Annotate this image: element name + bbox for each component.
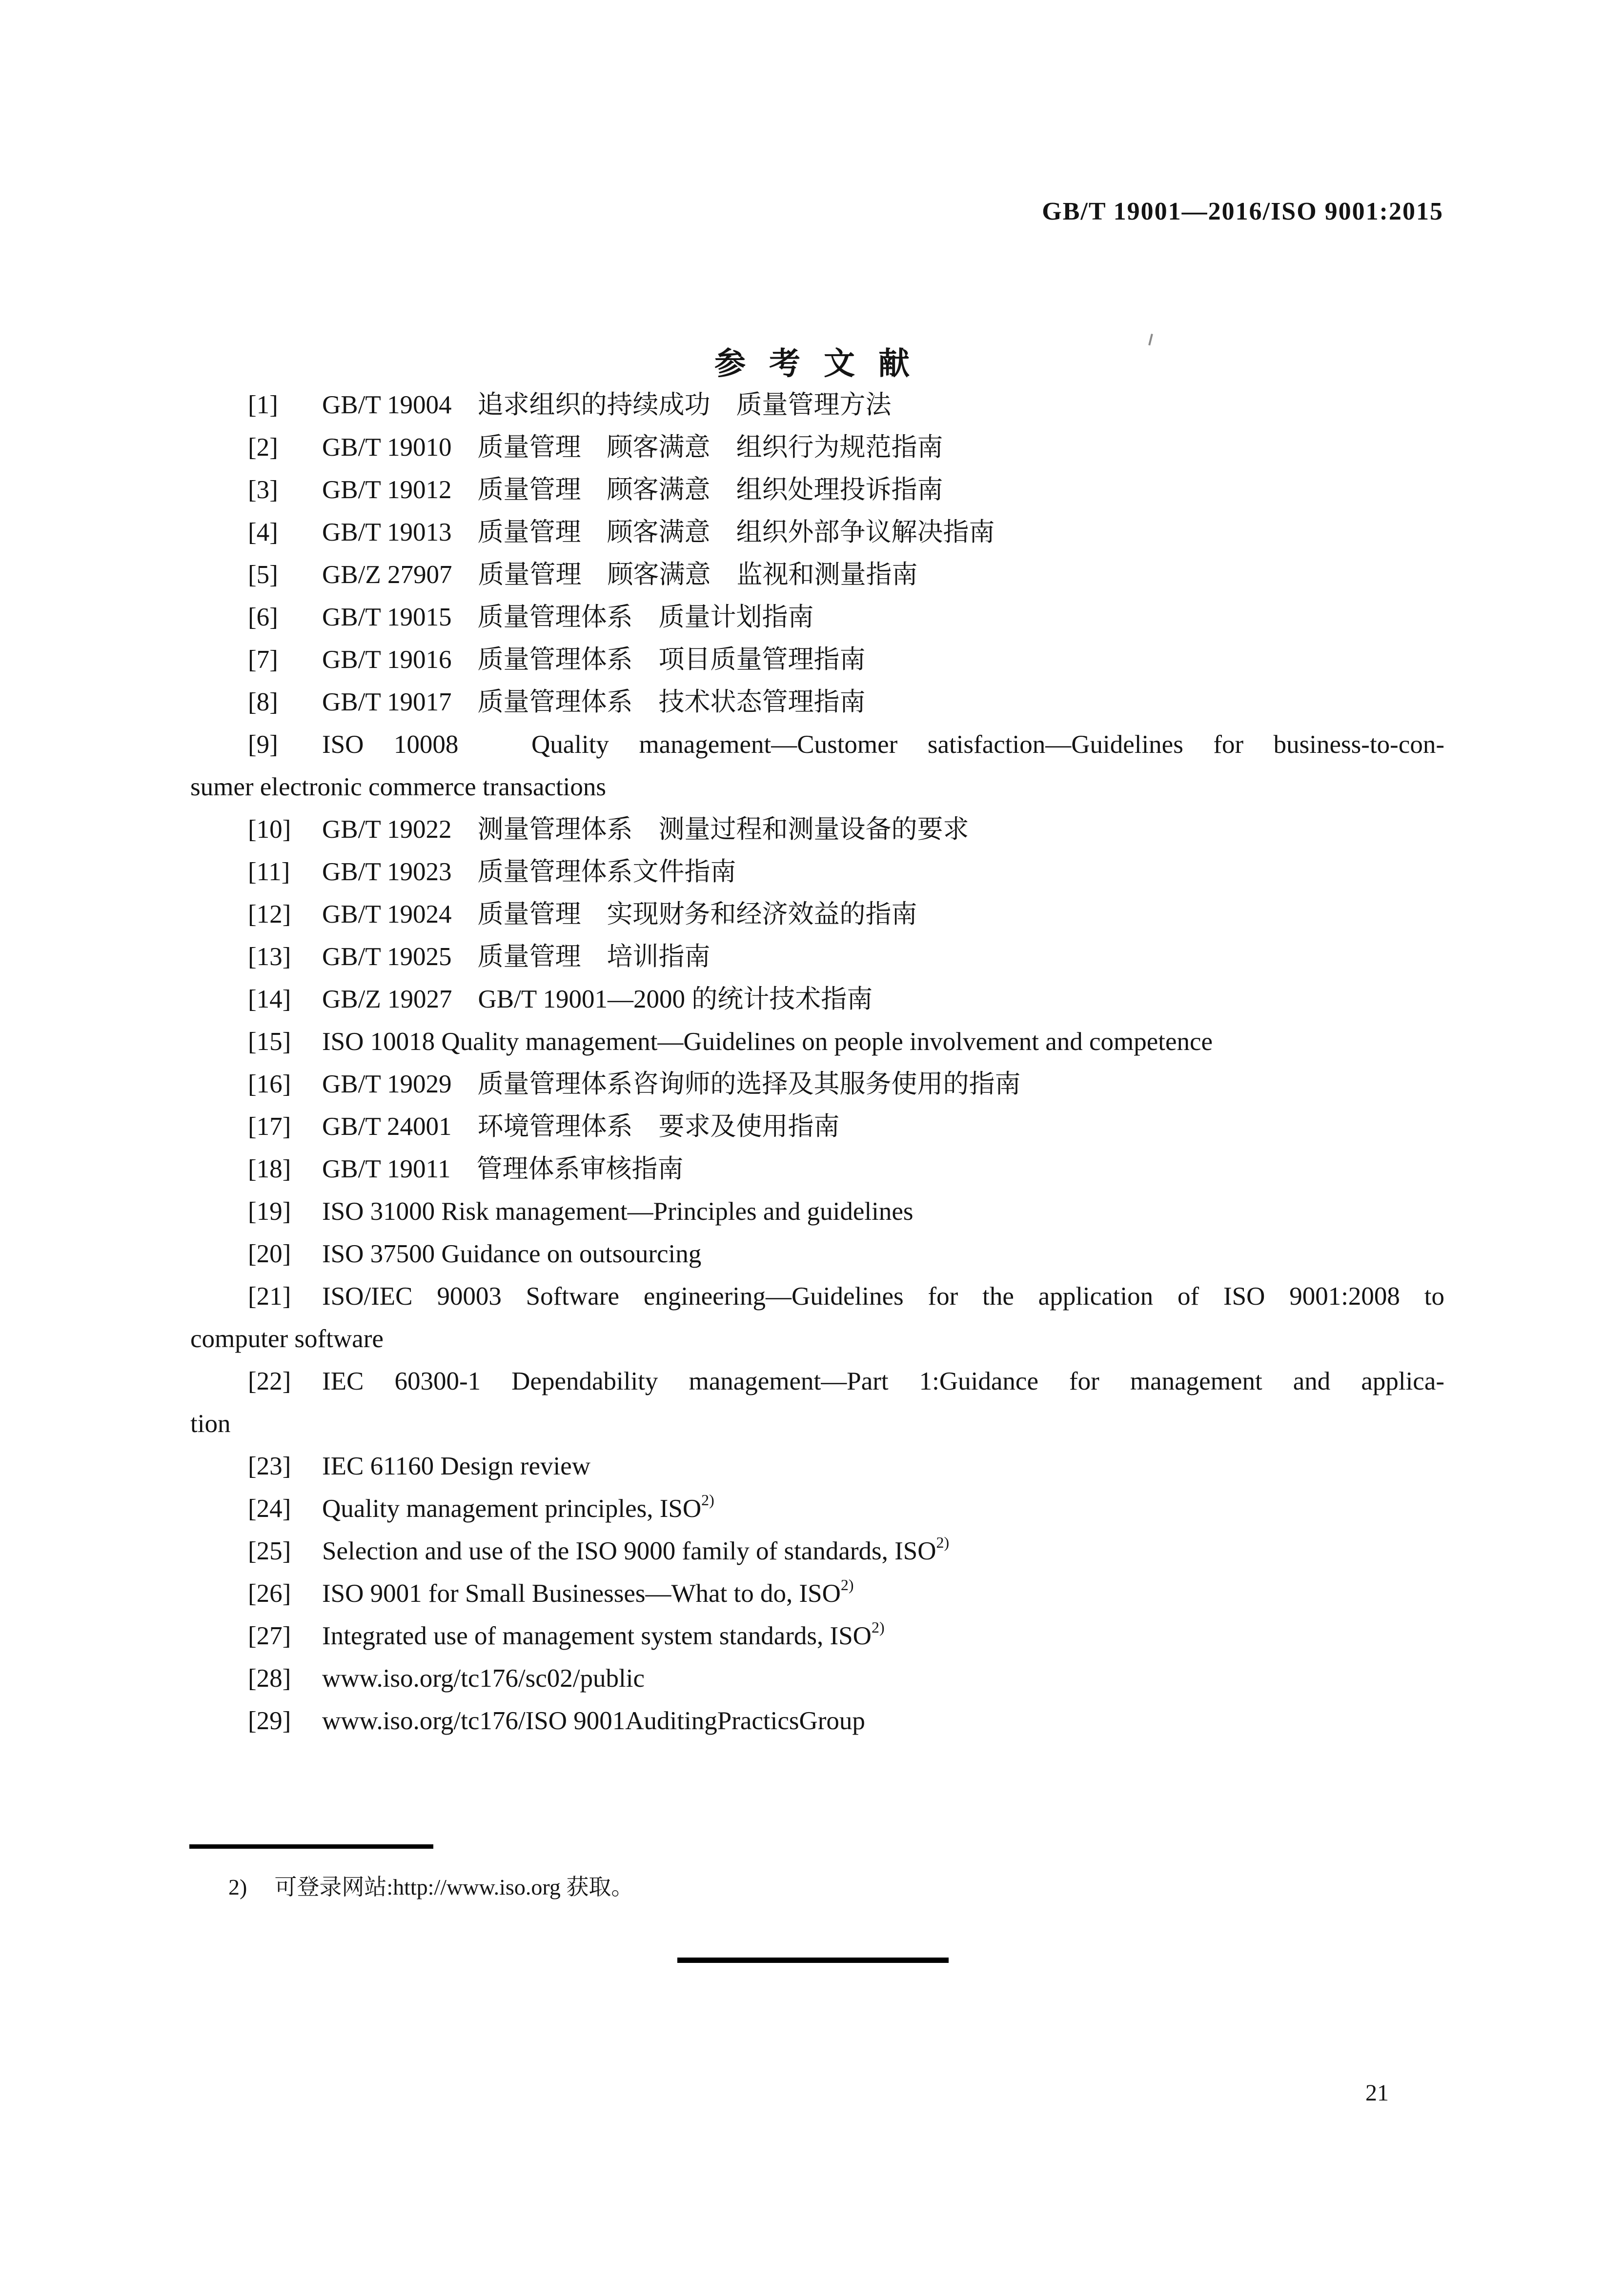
reference-text: GB/T 19004 追求组织的持续成功 质量管理方法 [322,391,892,419]
reference-text: GB/T 19029 质量管理体系咨询师的选择及其服务使用的指南 [322,1070,1021,1098]
reference-item [190,1106,1444,1148]
reference-line [190,681,1444,724]
reference-continuation: sumer electronic commerce transactions [190,773,607,801]
reference-line [190,1233,1444,1275]
reference-number: [12] [248,900,291,929]
reference-number: [29] [248,1707,291,1735]
reference-text: GB/T 24001 环境管理体系 要求及使用指南 [322,1112,840,1141]
reference-number: [14] [248,985,291,1013]
reference-text: GB/T 19023 质量管理体系文件指南 [322,858,736,886]
reference-item [190,978,1444,1021]
reference-text: GB/Z 19027 GB/T 19001—2000 的统计技术指南 [322,985,873,1013]
section-end-rule [677,1958,949,1963]
reference-number: [5] [248,561,278,589]
reference-number: [16] [248,1070,291,1098]
reference-text: GB/T 19011 管理体系审核指南 [322,1155,684,1183]
reference-line [190,724,1444,766]
reference-item [190,1615,1444,1657]
reference-number: [25] [248,1537,291,1565]
page-number: 21 [1365,2080,1389,2106]
reference-item [190,936,1444,978]
reference-item [190,511,1444,554]
reference-line [190,1488,1444,1530]
reference-item [190,639,1444,681]
reference-line [190,1191,1444,1233]
reference-superscript: 2) [871,1618,885,1636]
reference-line [190,511,1444,554]
reference-item [190,681,1444,724]
reference-item [190,1191,1444,1233]
reference-line [190,978,1444,1021]
reference-number: [2] [248,433,278,462]
reference-item [190,1657,1444,1700]
reference-text: Selection and use of the ISO 9000 family of standards, ISO [322,1537,936,1565]
reference-number: [4] [248,518,278,546]
reference-item [190,1573,1444,1615]
reference-item [190,469,1444,511]
footnote-marker: 2) [228,1875,247,1899]
reference-number: [13] [248,943,291,971]
reference-line [190,1573,1444,1615]
reference-line [190,596,1444,639]
reference-number: [10] [248,815,291,844]
reference-line [190,469,1444,511]
reference-text: ISO 31000 Risk management—Principles and guidelines [322,1197,914,1226]
reference-line [190,1106,1444,1148]
reference-number: [20] [248,1240,291,1268]
reference-number: [23] [248,1452,291,1480]
reference-line [190,426,1444,469]
reference-text: GB/T 19013 质量管理 顾客满意 组织外部争议解决指南 [322,518,995,546]
reference-text: ISO 9001 for Small Businesses—What to do, ISO [322,1579,841,1608]
reference-item [190,1488,1444,1530]
footnote [228,1872,633,1903]
reference-text: Quality management principles, ISO [322,1494,702,1523]
reference-item [190,1063,1444,1106]
reference-line [190,851,1444,893]
reference-number: [17] [248,1112,291,1141]
reference-text: IEC 60300-1 Dependability management—Part 1:Guidance for management and applica- [322,1367,1444,1395]
reference-number: [7] [248,646,278,674]
reference-line [190,1021,1444,1063]
reference-superscript: 2) [936,1534,950,1551]
reference-number: [27] [248,1622,291,1650]
reference-text: IEC 61160 Design review [322,1452,591,1480]
reference-number: [21] [248,1282,291,1311]
reference-text: GB/T 19017 质量管理体系 技术状态管理指南 [322,688,866,716]
reference-item [190,808,1444,851]
reference-line [190,1700,1444,1742]
reference-line [190,1148,1444,1191]
reference-item [190,1233,1444,1275]
reference-item [190,1530,1444,1573]
running-header: GB/T 19001—2016/ISO 9001:2015 [1042,198,1443,225]
reference-text: Integrated use of management system standards, ISO [322,1622,872,1650]
reference-item [190,893,1444,936]
reference-number: [11] [248,858,290,886]
reference-text: ISO/IEC 90003 Software engineering—Guidelines for the application of ISO 9001:2008 to [322,1282,1444,1311]
reference-text: GB/T 19025 质量管理 培训指南 [322,943,710,971]
reference-line [190,808,1444,851]
reference-line [190,1615,1444,1657]
reference-text: GB/T 19016 质量管理体系 项目质量管理指南 [322,646,866,674]
reference-number: [26] [248,1579,291,1608]
reference-line [190,384,1444,426]
reference-text: ISO 37500 Guidance on outsourcing [322,1240,702,1268]
reference-text: ISO 10018 Quality management—Guidelines on people involvement and competence [322,1028,1213,1056]
reference-text: GB/T 19010 质量管理 顾客满意 组织行为规范指南 [322,433,943,462]
reference-text: GB/T 19024 质量管理 实现财务和经济效益的指南 [322,900,917,929]
footnote-divider [189,1844,433,1849]
reference-text: GB/Z 27907 质量管理 顾客满意 监视和测量指南 [322,561,918,589]
reference-item [190,384,1444,426]
reference-text: GB/T 19022 测量管理体系 测量过程和测量设备的要求 [322,815,969,844]
page-title: 参考文献 [714,346,933,381]
reference-item [190,1360,1444,1445]
reference-line [190,1445,1444,1488]
reference-line [190,1657,1444,1700]
reference-item [190,1148,1444,1191]
reference-text: ISO 10008 Quality management—Customer satisfaction—Guidelines for business-to-con- [322,730,1444,759]
reference-item [190,1021,1444,1063]
footnote-text: 可登录网站:http://www.iso.org 获取。 [274,1875,634,1899]
reference-continuation: tion [190,1410,231,1438]
reference-line [190,1063,1444,1106]
reference-list [190,384,1444,1742]
reference-text: GB/T 19015 质量管理体系 质量计划指南 [322,603,814,631]
reference-line [190,554,1444,596]
reference-number: [8] [248,688,278,716]
reference-number: [28] [248,1664,291,1693]
reference-number: [24] [248,1494,291,1523]
reference-number: [6] [248,603,278,631]
reference-number: [3] [248,476,278,504]
reference-line [190,1275,1444,1318]
reference-text: GB/T 19012 质量管理 顾客满意 组织处理投诉指南 [322,476,943,504]
reference-line [190,639,1444,681]
reference-number: [18] [248,1155,291,1183]
reference-line [190,893,1444,936]
reference-superscript: 2) [840,1576,854,1594]
reference-line [190,936,1444,978]
reference-text: www.iso.org/tc176/ISO 9001AuditingPracticsGroup [322,1707,865,1735]
reference-item [190,554,1444,596]
reference-item [190,1445,1444,1488]
reference-item [190,851,1444,893]
reference-item [190,724,1444,808]
reference-number: [9] [248,730,278,759]
reference-continuation: computer software [190,1325,384,1353]
reference-line [190,1360,1444,1403]
reference-item [190,1700,1444,1742]
reference-text: www.iso.org/tc176/sc02/public [322,1664,645,1693]
reference-number: [1] [248,391,278,419]
reference-item [190,596,1444,639]
reference-item [190,1275,1444,1360]
reference-superscript: 2) [701,1491,714,1509]
reference-item [190,426,1444,469]
reference-number: [22] [248,1367,291,1395]
reference-line [190,1530,1444,1573]
reference-number: [19] [248,1197,291,1226]
reference-number: [15] [248,1028,291,1056]
